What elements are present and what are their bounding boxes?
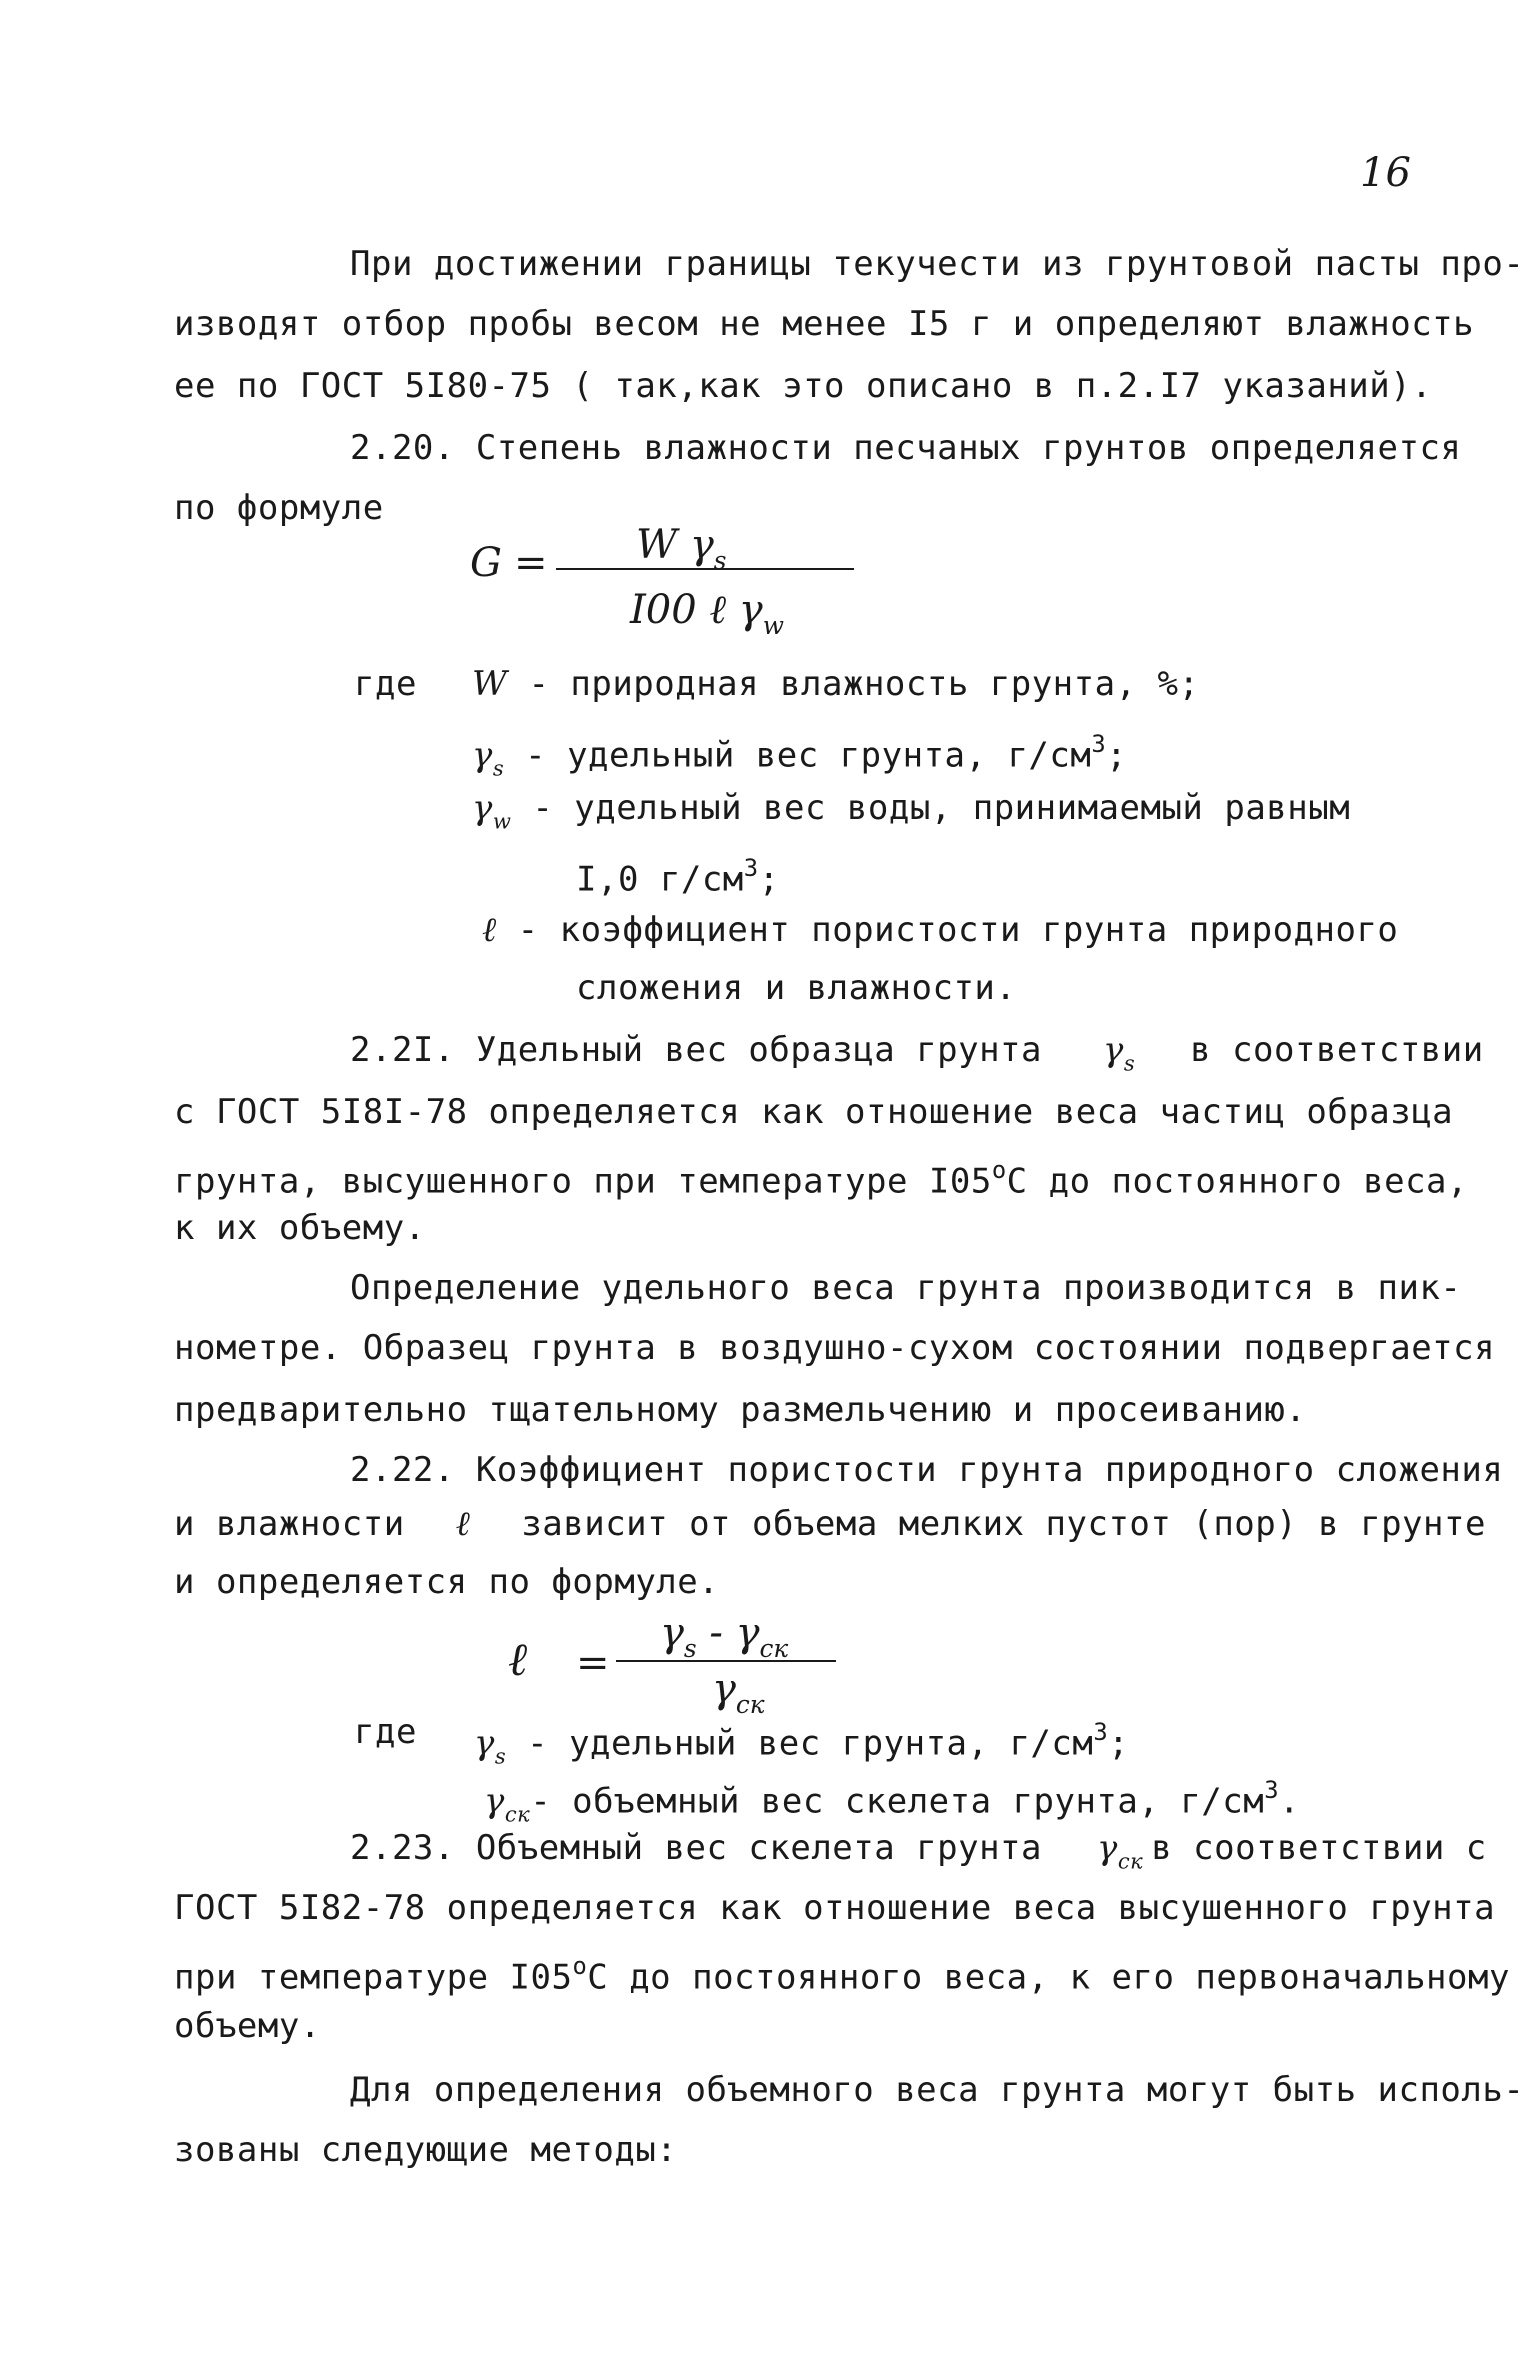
paragraph-line: зованы следующие методы: — [174, 2130, 678, 2170]
paragraph-line: к их объему. — [174, 1208, 426, 1248]
formula-lhs: G — [470, 540, 502, 586]
formula-denominator: I00 ℓ $\gamma_w$ — [630, 587, 784, 641]
definition-gamma-w-cont: I,0 $г/см^3$; — [576, 854, 780, 900]
definition-gamma-s: $\gamma_s$ - удельный вес грунта, $г/см^3$; — [474, 1718, 1130, 1769]
definition-gamma-w: $\gamma_w$ - удельный вес воды, принимаемый равным — [472, 788, 1351, 834]
page-number: 16 — [1360, 150, 1411, 196]
paragraph-line: по формуле — [174, 488, 384, 528]
paragraph-line: Для определения объемного веса грунта могут быть исполь- — [350, 2070, 1525, 2110]
formula-numerator: $\gamma_s - \gamma_{ск}$ — [660, 1610, 789, 1664]
definition-gamma-ck: $\gamma_{ск}-$ объемный вес скелета грунта, $г/см^3$. — [484, 1776, 1300, 1827]
paragraph-line: с ГОСТ 5I8I-78 определяется как отношение веса частиц образца — [174, 1092, 1454, 1132]
paragraph-line: предварительно тщательному размельчению и просеиванию. — [174, 1390, 1307, 1430]
definition-w: W - природная влажность грунта, %; — [472, 664, 1200, 704]
definition-e: ℓ - коэффициент пористости грунта природного — [482, 910, 1399, 950]
paragraph-line: ее по ГОСТ 5I80-75 ( так,как это описано в п.2.I7 указаний). — [174, 366, 1433, 406]
paragraph-line: нометре. Образец грунта в воздушно-сухом состоянии подвергается — [174, 1328, 1496, 1368]
section-heading-2-21: 2.2I. Удельный вес образца грунта $\gamma_s$ в соответствии — [350, 1030, 1484, 1076]
formula-lhs: ℓ — [508, 1632, 528, 1686]
formula-denominator: $\gamma_{ск}$ — [712, 1666, 765, 1720]
paragraph-line: грунта, высушенного при температуре I05$^o$С до постоянного веса, — [174, 1156, 1468, 1202]
where-label: где — [354, 664, 417, 704]
section-heading-2-22: 2.22. Коэффициент пористости грунта природного сложения — [350, 1450, 1504, 1490]
paragraph-line: и влажности ℓ зависит от объема мелких пустот (пор) в грунте — [174, 1504, 1486, 1544]
paragraph-line: и определяется по формуле. — [174, 1562, 720, 1602]
section-heading-2-23: 2.23. Объемный вес скелета грунта $\gamma_{ск}$ в соответствии с — [350, 1828, 1487, 1874]
formula-eq: = — [576, 1640, 610, 1686]
where-label: где — [354, 1712, 417, 1752]
paragraph-line: изводят отбор пробы весом не менее I5 г и определяют влажность — [174, 304, 1475, 344]
paragraph-line: объему. — [174, 2006, 321, 2046]
fraction-bar — [616, 1660, 836, 1662]
section-heading-2-20: 2.20. Степень влажности песчаных грунтов определяется — [350, 428, 1462, 468]
formula-eq: = — [514, 540, 548, 586]
paragraph-line: При достижении границы текучести из грунтовой пасты про- — [350, 244, 1525, 284]
paragraph-line: Определение удельного веса грунта производится в пик- — [350, 1268, 1462, 1308]
paragraph-line: ГОСТ 5I82-78 определяется как отношение веса высушенного грунта — [174, 1888, 1496, 1928]
definition-e-cont: сложения и влажности. — [576, 968, 1017, 1008]
formula-numerator: W $\gamma_s$ — [636, 522, 727, 576]
definition-gamma-s: $\gamma_s$ - удельный вес грунта, $г/см^3$; — [472, 730, 1128, 781]
paragraph-line: при температуре I05$^o$С до постоянного веса, к его первоначальному — [174, 1952, 1510, 1998]
fraction-bar — [556, 568, 854, 570]
